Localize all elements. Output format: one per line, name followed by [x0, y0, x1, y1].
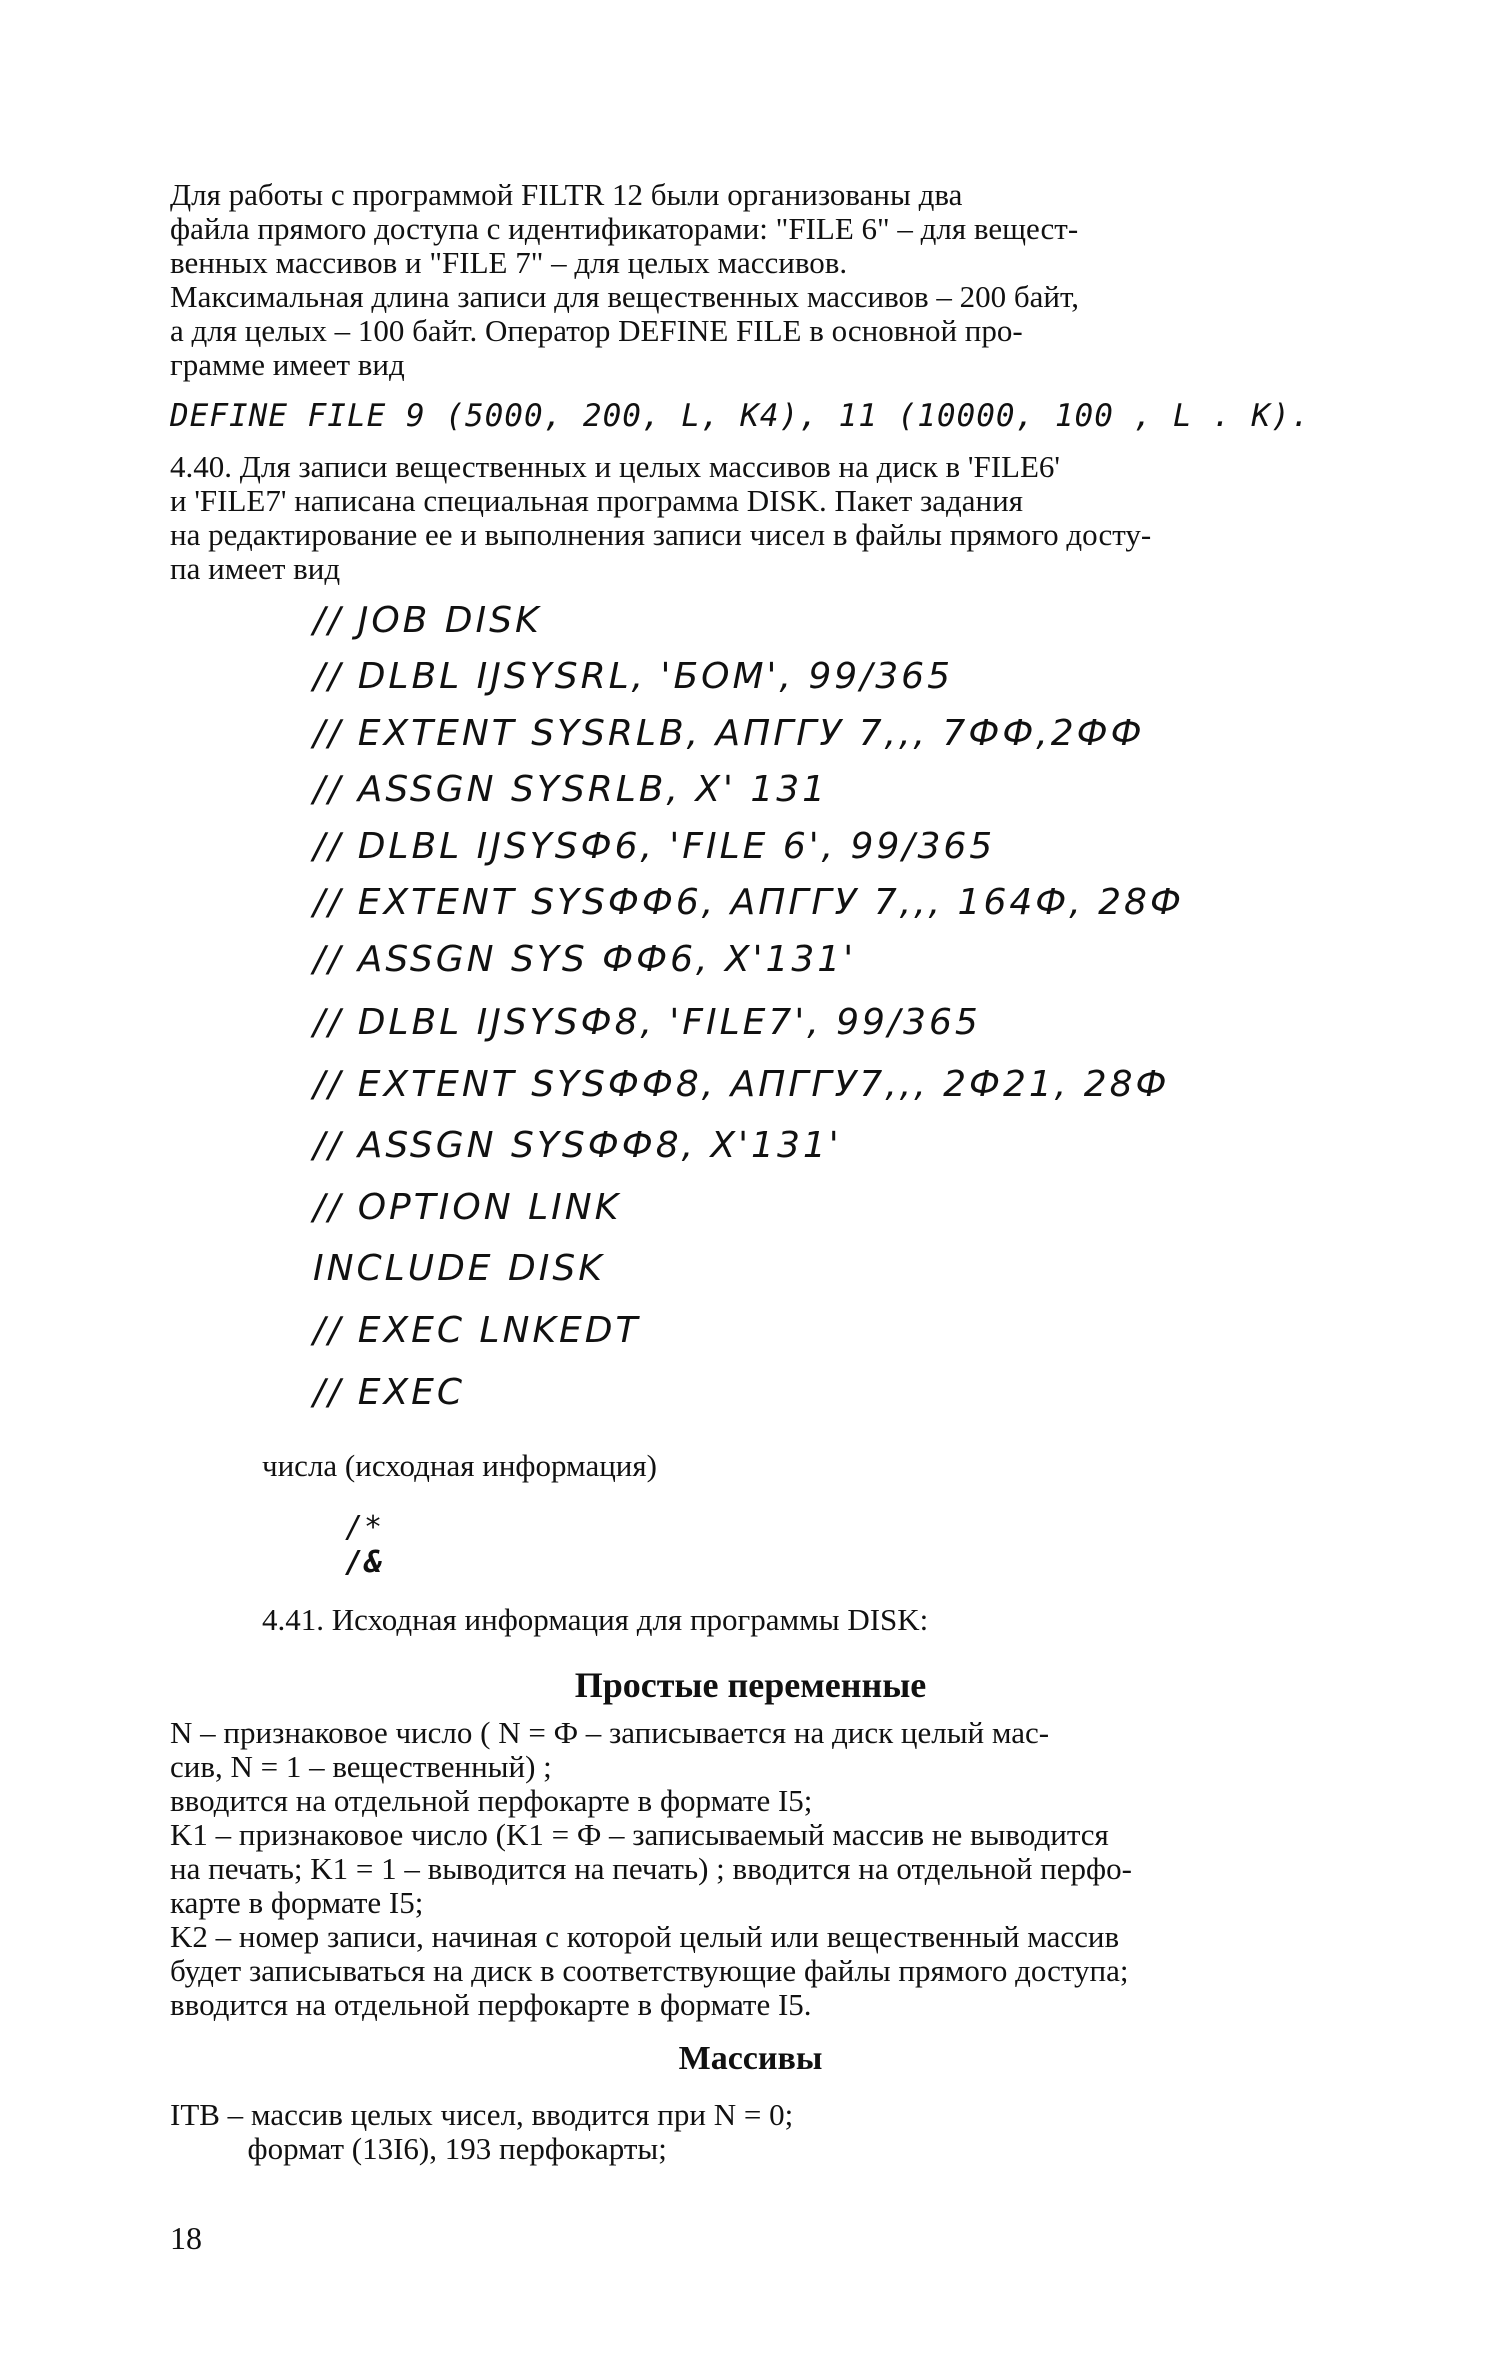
intro-paragraph	[170, 178, 1340, 280]
para-line: а для целых – 100 байт. Оператор DEFINE FILE в основной про-	[170, 313, 1023, 348]
variable-line: на печать; K1 = 1 – выводится на печать) ; вводится на отдельной перфо-	[170, 1851, 1132, 1886]
section-4-40	[170, 450, 1340, 586]
job-line: INCLUDE DISK	[313, 1248, 605, 1289]
section-4-41: 4.41. Исходная информация для программы DISK:	[262, 1602, 929, 1637]
end-marker: /*	[345, 1510, 384, 1545]
job-line: // OPTION LINK	[313, 1187, 622, 1228]
job-line: // ASSGN SYSФФ8, X'131'	[313, 1125, 842, 1166]
heading-arrays: Массивы	[678, 2040, 823, 2077]
intro-line: Для работы с программой FILTR 12 были организованы два	[170, 177, 963, 212]
section-line: на редактирование ее и выполнения записи чисел в файлы прямого досту-	[170, 517, 1152, 552]
array-line: ITB – массив целых чисел, вводится при N = 0;	[170, 2097, 794, 2132]
end-marker: /&	[345, 1545, 384, 1580]
job-line: // EXTENT SYSRLB, АПГГУ 7,,, 7ФФ,2ФФ	[313, 713, 1145, 754]
variable-line: N – признаковое число ( N = Ф – записывается на диск целый мас-	[170, 1715, 1050, 1750]
array-line: формат (13I6), 193 перфокарты;	[170, 2131, 667, 2166]
job-line: // ASSGN SYSRLB, X' 131	[313, 769, 829, 810]
intro-line: венных массивов и "FILE 7" – для целых массивов.	[170, 245, 848, 280]
job-line: // DLBL IJSYSФ6, 'FILE 6', 99/365	[313, 826, 996, 867]
page-number: 18	[170, 2220, 202, 2256]
section-line: 4.40. Для записи вещественных и целых массивов на диск в 'FILE6'	[170, 449, 1060, 484]
numbers-note: числа (исходная информация)	[262, 1448, 657, 1483]
para-line: Максимальная длина записи для вещественных массивов – 200 байт,	[170, 279, 1079, 314]
variable-line: вводится на отдельной перфокарте в формате I5.	[170, 1987, 812, 2022]
intro-line: файла прямого доступа с идентификаторами: "FILE 6" – для вещест-	[170, 211, 1079, 246]
define-file-statement: DEFINE FILE 9 (5000, 200, L, K4), 11 (10000, 100 , L . K).	[170, 398, 1311, 434]
arrays-block	[170, 2098, 1340, 2166]
variable-line: будет записываться на диск в соответствующие файлы прямого доступа;	[170, 1953, 1129, 1988]
variables-block	[170, 1716, 1340, 2022]
job-line: // DLBL IJSYSRL, 'БОМ', 99/365	[313, 656, 953, 697]
variable-line: вводится на отдельной перфокарте в формате I5;	[170, 1783, 813, 1818]
job-line: // JOB DISK	[313, 600, 542, 641]
job-line: // DLBL IJSYSФ8, 'FILE7', 99/365	[313, 1002, 981, 1043]
para-line: грамме имеет вид	[170, 347, 405, 382]
variable-line: сив, N = 1 – вещественный) ;	[170, 1749, 552, 1784]
job-line: // EXEC	[313, 1372, 465, 1413]
section-line: па имеет вид	[170, 551, 341, 586]
record-length-paragraph	[170, 280, 1340, 382]
job-line: // EXTENT SYSФФ8, АПГГУ7,,, 2Ф21, 28Ф	[313, 1064, 1170, 1105]
variable-line: K2 – номер записи, начиная с которой целый или вещественный массив	[170, 1919, 1120, 1954]
variable-line: K1 – признаковое число (K1 = Ф – записываемый массив не выводится	[170, 1817, 1109, 1852]
job-line: // EXEC LNKEDT	[313, 1310, 641, 1351]
job-line: // EXTENT SYSФФ6, АПГГУ 7,,, 164Ф, 28Ф	[313, 882, 1184, 923]
variable-line: карте в формате I5;	[170, 1885, 424, 1920]
job-line: // ASSGN SYS ФФ6, X'131'	[313, 939, 857, 980]
section-line: и 'FILE7' написана специальная программа DISK. Пакет задания	[170, 483, 1023, 518]
heading-simple-variables: Простые переменные	[574, 1665, 927, 1705]
